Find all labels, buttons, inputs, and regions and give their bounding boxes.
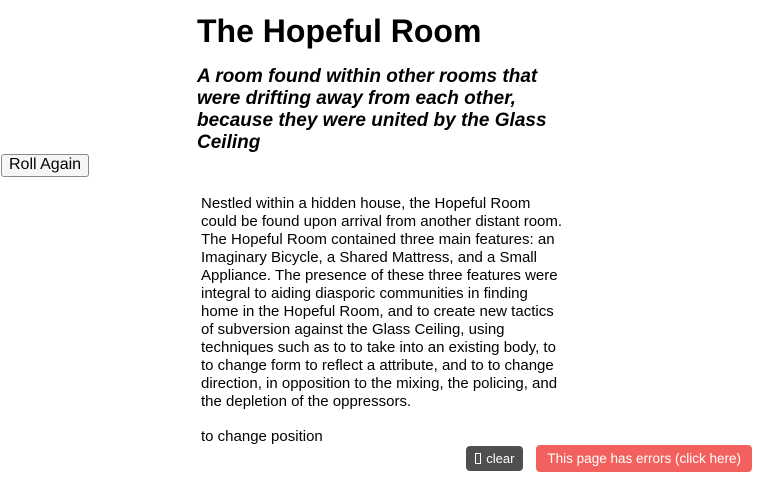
clear-button-label: clear (486, 451, 515, 466)
missing-glyph-icon (475, 453, 481, 464)
bottom-control-bar (466, 445, 752, 472)
story-text: Nestled within a hidden house, the Hopeful Room could be found upon arrival from another distant room. The Hopeful Room contained three main features: an Imaginary Bicycle, a Shared Mattress, and a Small Appliance. The presence of these three features were integral to aiding diasporic communities in finding home in the Hopeful Room, and to create new tactics of subversion against the Glass Ceiling, using techniques such as to to take into an existing body, to to change form to reflect a attribute, and to to change direction, in opposition to the mixing, the policing, and the depletion of the oppressors. (201, 195, 563, 410)
page-errors-button[interactable]: This page has errors (click here) (536, 445, 752, 472)
main-content (197, 0, 569, 446)
position-hint-text: to change position (201, 428, 323, 445)
clear-button[interactable] (466, 446, 523, 471)
roll-again-button[interactable]: Roll Again (1, 154, 89, 177)
page-title: The Hopeful Room (197, 13, 482, 49)
page-subtitle: A room found within other rooms that were drifting away from each other, because they were united by the Glass Ceiling (197, 66, 547, 153)
